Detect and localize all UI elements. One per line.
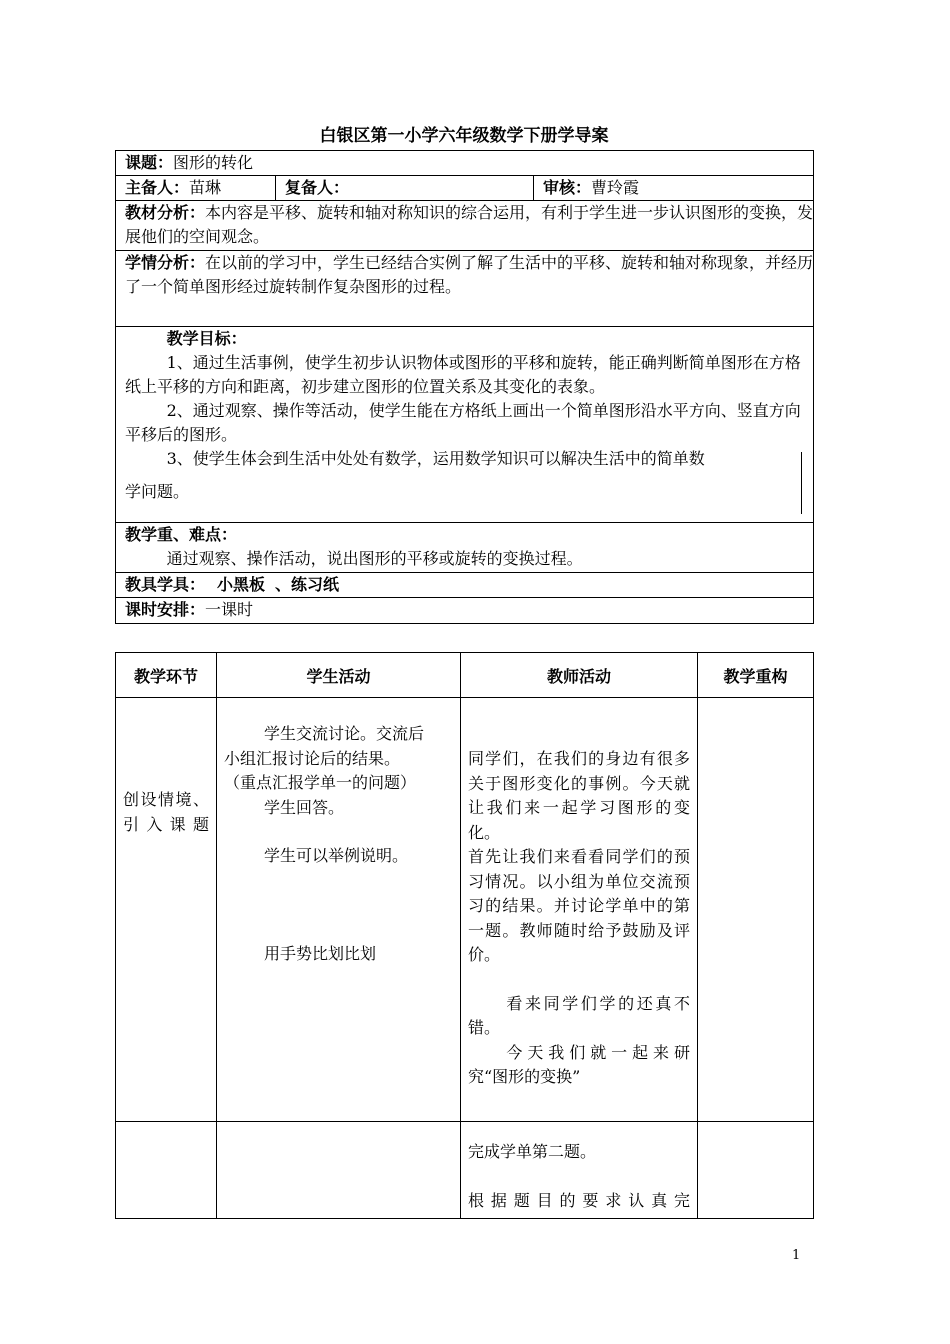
material-analysis — [116, 201, 814, 251]
review-value: 曹玲霞 — [591, 178, 640, 197]
key-label: 教学重、难点： — [125, 525, 238, 544]
teacher-text-2: 首先让我们来看看同学们的预习情况。以小组为单位交流预习的结果。并讨论学单中的第一题。教师随时给予鼓励及评价。 — [468, 847, 690, 964]
teaching-process-table — [115, 652, 814, 1219]
key-points — [116, 523, 814, 573]
topic-label: 课题： — [125, 153, 174, 172]
header-student-activity: 学生活动 — [217, 653, 461, 698]
tools-row — [116, 573, 814, 598]
teacher-text-5: 完成学单第二题。 — [468, 1142, 597, 1161]
student-text-2: 学生回答。 — [264, 797, 345, 817]
material-text: 本内容是平移、旋转和轴对称知识的综合运用，有利于学生进一步认识图形的变换，发展他们的空间观念。 — [125, 203, 814, 246]
schedule-row — [116, 598, 814, 624]
stage-text: 创设情境、引入课题 — [123, 790, 209, 834]
page-title: 白银区第一小学六年级数学下册学导案 — [319, 126, 609, 146]
student-label: 学情分析： — [125, 253, 206, 272]
student-activity-cell-2 — [217, 1122, 461, 1219]
review-cell — [534, 176, 814, 201]
student-text-1a: 学生交流讨论。交流后 — [264, 724, 425, 743]
topic-row — [116, 151, 814, 176]
material-label: 教材分析： — [125, 203, 206, 222]
page-number: 1 — [792, 1248, 801, 1263]
teacher-text-3: 看来同学们学的还真不错。 — [468, 993, 690, 1037]
student-activity-cell — [217, 698, 461, 1122]
schedule-label: 课时安排： — [125, 600, 206, 619]
student-analysis — [116, 251, 814, 327]
student-text-3: 学生可以举例说明。 — [264, 846, 409, 865]
goal-2: 2、通过观察、操作等活动，使学生能在方格纸上画出一个简单图形沿水平方向、竖直方向平移后的图形。 — [125, 401, 801, 444]
header-reconstruction: 教学重构 — [698, 653, 814, 698]
student-text: 在以前的学习中，学生已经结合实例了解了生活中的平移、旋转和轴对称现象，并经历了一个简单图形经过旋转制作复杂图形的过程。 — [125, 253, 814, 296]
teacher-activity-cell — [461, 698, 698, 1122]
goal-3b: 学问题。 — [125, 482, 190, 501]
goal-1: 1、通过生活事例，使学生初步认识物体或图形的平移和旋转，能正确判断简单图形在方格纸上平移的方向和距离，初步建立图形的位置关系及其变化的表象。 — [125, 353, 801, 396]
teaching-goals — [116, 327, 814, 523]
tools-rest: 、练习纸 — [275, 575, 340, 594]
tools-label: 教具学具： — [125, 575, 206, 594]
main-prep-cell — [116, 176, 276, 201]
tools-bold: 小黑板 — [217, 575, 266, 594]
header-teacher-activity: 教师活动 — [461, 653, 698, 698]
student-text-4: 用手势比划比划 — [264, 943, 377, 963]
teacher-activity-cell-2 — [461, 1122, 698, 1219]
teacher-text-6: 根据题目的要求认真完 — [468, 1190, 690, 1210]
goal-3a: 3、使学生体会到生活中处处有数学，运用数学知识可以解决生活中的简单数 — [166, 449, 705, 468]
topic-value: 图形的转化 — [173, 153, 254, 172]
teacher-text-1: 同学们，在我们的身边有很多关于图形变化的事例。今天就让我们来一起学习图形的变化。 — [468, 749, 690, 842]
review-label: 审核： — [543, 178, 592, 197]
header-stage: 教学环节 — [116, 653, 217, 698]
sub-prep-label: 复备人： — [285, 178, 350, 197]
sub-prep-cell — [276, 176, 534, 201]
stage-cell — [116, 698, 217, 1122]
main-prep-label: 主备人： — [125, 178, 190, 197]
student-text-1c: （重点汇报学单一的问题） — [224, 773, 417, 792]
teacher-text-4: 今天我们就一起来研究“图形的变换” — [468, 1042, 690, 1086]
reconstruction-cell-2 — [698, 1122, 814, 1219]
stage-cell-2 — [116, 1122, 217, 1219]
text-cursor-bar — [801, 452, 802, 514]
reconstruction-cell — [698, 698, 814, 1122]
lesson-info-table — [115, 150, 814, 624]
schedule-value: 一课时 — [205, 600, 254, 619]
goals-label: 教学目标： — [166, 329, 247, 348]
main-prep-value: 苗琳 — [189, 178, 222, 197]
student-text-1b: 小组汇报讨论后的结果。 — [224, 748, 401, 768]
key-text: 通过观察、操作活动，说出图形的平移或旋转的变换过程。 — [166, 549, 583, 568]
